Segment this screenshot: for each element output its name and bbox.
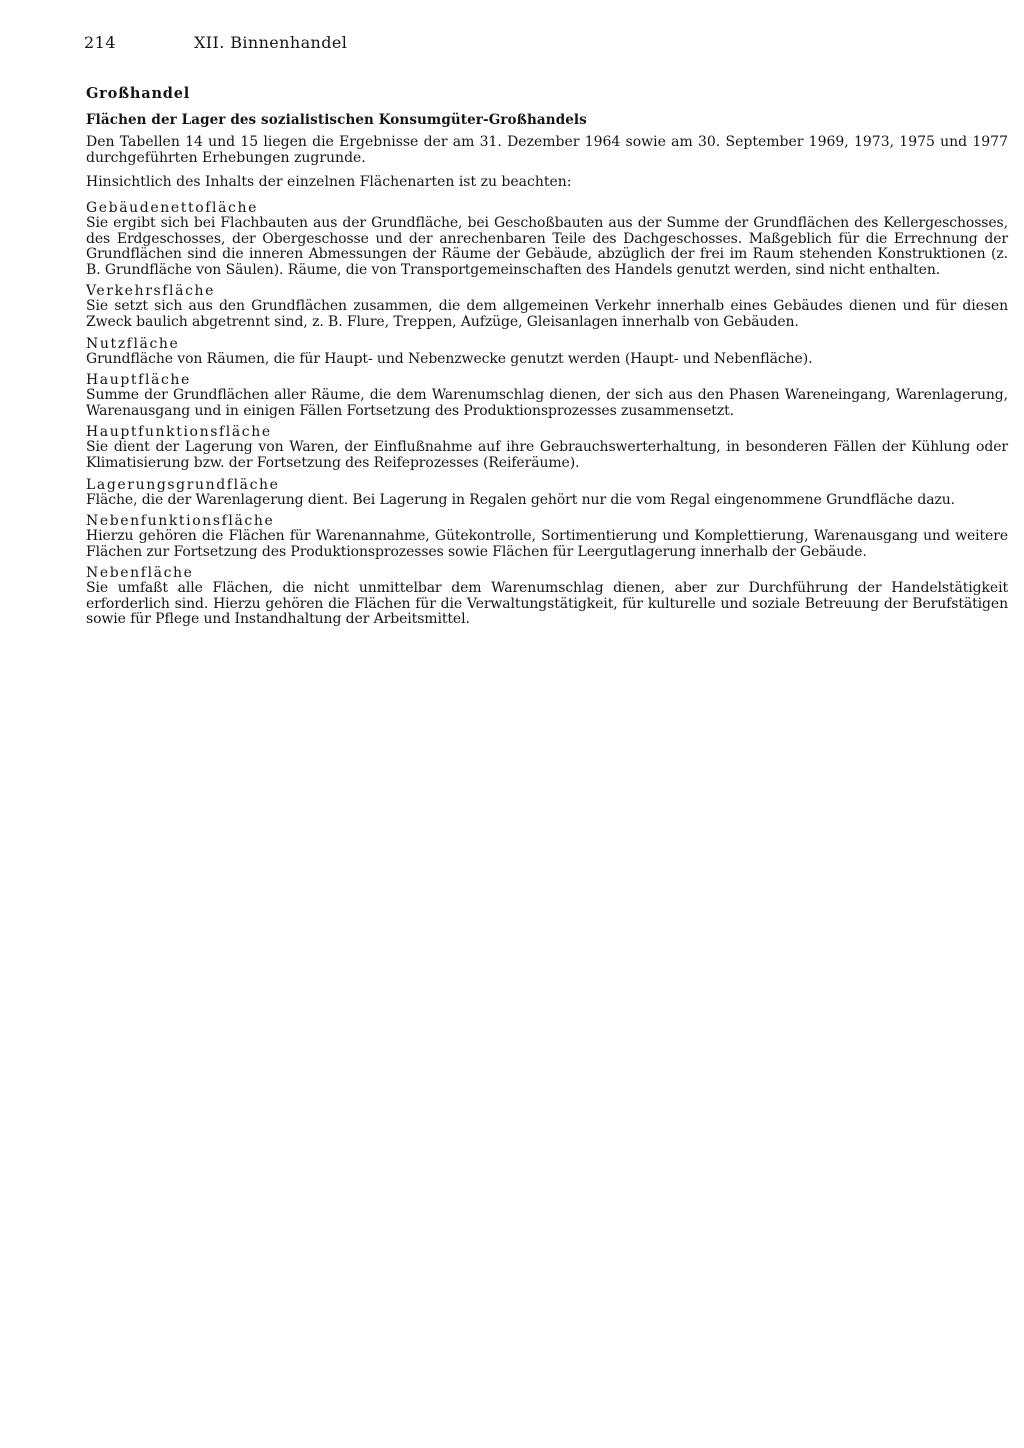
term-title: Nutzfläche <box>86 335 180 352</box>
term-title: Verkehrsfläche <box>86 283 216 300</box>
term-definition: Sie ergibt sich bei Flachbauten aus der Grundfläche, bei Geschoßbauten aus der Summe der Grundflächen des Kellergeschosses, des Erdgeschosses, der Obergeschosse und der anrechenbaren Teile des Dachgeschosses. Maßgeblich für die Errechnung der Grundflächen sind die inneren Abmessungen der Räume der Gebäude, abzüglich der frei im Raum stehenden Konstruktionen (z. B. Grundfläche von Säulen). Räume, die von Transportgemeinschaften des Handels genutzt werden, sind nicht enthalten. <box>86 214 1008 278</box>
chapter-title: XII. Binnenhandel <box>194 33 348 52</box>
term-verkehrsflaeche <box>86 283 1008 330</box>
document-body <box>86 86 1008 633</box>
term-definition: Sie dient der Lagerung von Waren, der Einflußnahme auf ihre Gebrauchswerterhaltung, in besonderen Fällen der Kühlung oder Klimatisierung bzw. der Fortsetzung des Reifeprozesses (Reiferäume). <box>86 439 1008 471</box>
term-title: Gebäudenettofläche <box>86 199 258 216</box>
term-title: Nebenfläche <box>86 565 194 582</box>
intro-note: Hinsichtlich des Inhalts der einzelnen Flächenarten ist zu beachten: <box>86 174 572 191</box>
term-title: Hauptfläche <box>86 372 191 389</box>
term-hauptflaeche <box>86 372 1008 419</box>
term-definition: Summe der Grundflächen aller Räume, die dem Warenumschlag dienen, der sich aus den Phasen Wareneingang, Warenlagerung, Warenausgang und in einigen Fällen Fortsetzung des Produktionsprozesses zusammensetzt. <box>86 387 1008 419</box>
term-nebenfunktionsflaeche <box>86 513 1008 560</box>
page-number: 214 <box>84 33 117 52</box>
term-title: Hauptfunktionsfläche <box>86 424 272 441</box>
subsection-title: Flächen der Lager des sozialistischen Konsumgüter-Großhandels <box>86 111 587 128</box>
term-nutzflaeche <box>86 336 1008 368</box>
term-definition: Sie umfaßt alle Flächen, die nicht unmittelbar dem Warenumschlag dienen, aber zur Durchführung der Handelstätigkeit erforderlich sind. Hierzu gehören die Flächen für die Verwaltungstätigkeit, für kulturelle und soziale Betreuung der Berufstätigen sowie für Pflege und Instandhaltung der Arbeitsmittel. <box>86 580 1008 628</box>
term-definition: Hierzu gehören die Flächen für Warenannahme, Gütekontrolle, Sortimentierung und Komplettierung, Warenausgang und weitere Flächen zur Fortsetzung des Produktionsprozesses sowie Flächen für Leergutlagerung innerhalb der Gebäude. <box>86 528 1008 560</box>
term-title: Lagerungsgrundfläche <box>86 476 280 493</box>
term-definition: Fläche, die der Warenlagerung dient. Bei Lagerung in Regalen gehört nur die vom Regal eingenommene Grundfläche dazu. <box>86 491 955 508</box>
intro-paragraph: Den Tabellen 14 und 15 liegen die Ergebnisse der am 31. Dezember 1964 sowie am 30. September 1969, 1973, 1975 und 1977 durchgeführten Erhebungen zugrunde. <box>86 134 1008 166</box>
term-gebaeudenettoflaeche <box>86 200 1008 278</box>
running-head <box>84 33 1004 53</box>
term-title: Nebenfunktionsfläche <box>86 513 275 530</box>
section-title: Großhandel <box>86 85 191 102</box>
term-definition: Sie setzt sich aus den Grundflächen zusammen, die dem allgemeinen Verkehr innerhalb eines Gebäudes dienen und für diesen Zweck baulich abgetrennt sind, z. B. Flure, Treppen, Aufzüge, Gleisanlagen innerhalb von Gebäuden. <box>86 298 1008 330</box>
term-lagerungsgrundflaeche <box>86 477 1008 509</box>
term-definition: Grundfläche von Räumen, die für Haupt- und Nebenzwecke genutzt werden (Haupt- und Nebenfläche). <box>86 350 813 367</box>
term-hauptfunktionsflaeche <box>86 424 1008 471</box>
term-nebenflaeche <box>86 565 1008 628</box>
